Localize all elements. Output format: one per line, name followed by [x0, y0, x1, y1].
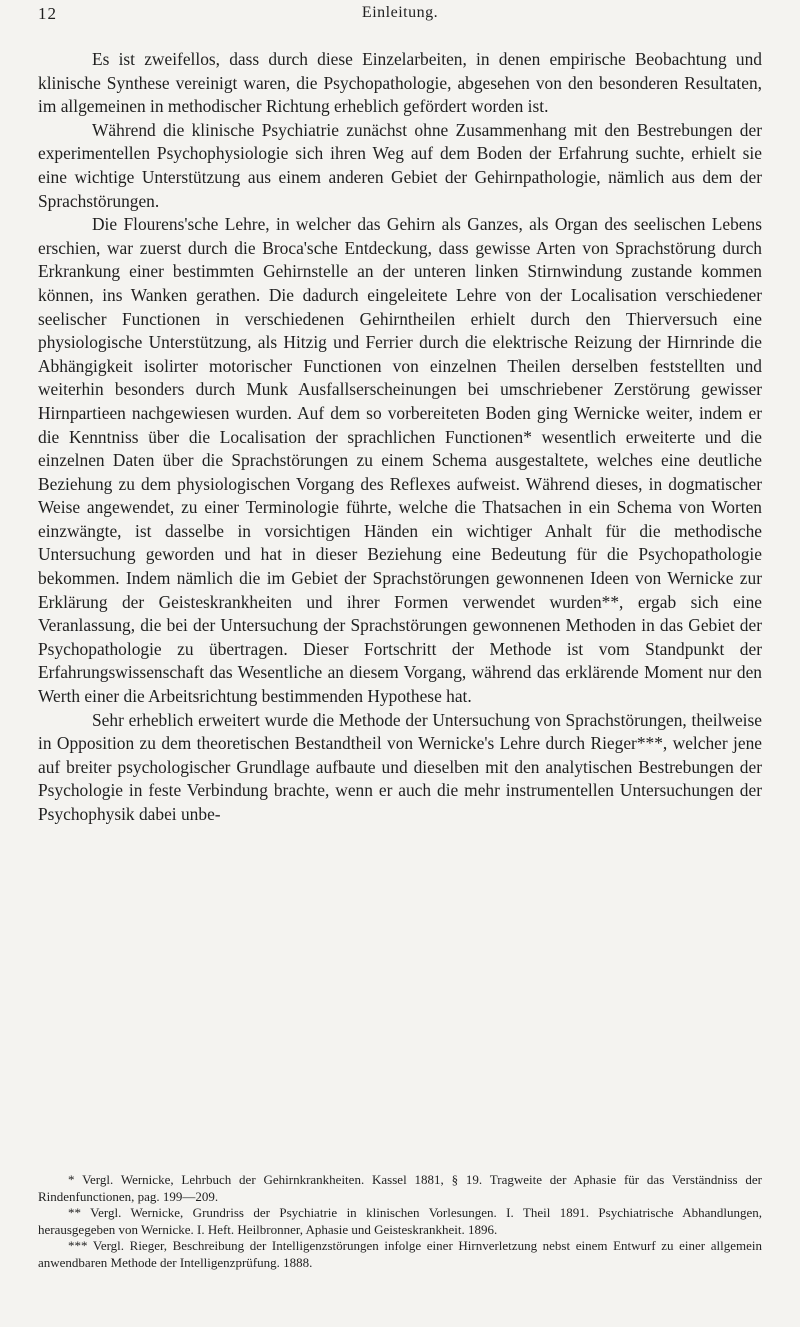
- footnotes: [38, 1172, 762, 1272]
- running-head: Einleitung.: [361, 4, 439, 21]
- paragraph: Die Flourens'sche Lehre, in welcher das Gehirn als Ganzes, als Organ des seelischen Lebens erschien, war zuerst durch die Broca'sche Entdeckung, dass gewisse Arten von Sprachstörung durch Erkrankung einer bestimmten Gehirnstelle an der unteren linken Stirnwindung zustande kommen können, ins Wanken gerathen. Die dadurch eingeleitete Lehre von der Localisation verschiedener seelischer Functionen in verschiedenen Gehirntheilen erhielt durch den Thierversuch eine physiologische Unterstützung, als Hitzig und Ferrier durch die elektrische Reizung der Hirnrinde die Abhängigkeit isolirter motorischer Functionen von einzelnen Theilen derselben feststellten und weiterhin besonders durch Munk Ausfallserscheinungen bei umschriebener Zerstörung gewisser Hirnpartieen nachgewiesen wurden. Auf dem so vorbereiteten Boden ging Wernicke weiter, indem er die Kenntniss über die Localisation der sprachlichen Functionen* wesentlich erweiterte und die einzelnen Daten über die Sprachstörungen zu einem Schema ausgestaltete, welches eine deutliche Beziehung zu dem physiologischen Vorgang des Reflexes aufweist. Während dieses, in dogmatischer Weise angewendet, zu einer Terminologie führte, welche die Thatsachen in ein Schema von Worten einzwängte, ist dasselbe in vorsichtigen Händen ein wichtiger Anhalt für die methodische Untersuchung geworden und hat in dieser Beziehung eine Bedeutung für die Psychopathologie bekommen. Indem nämlich die im Gebiet der Sprachstörungen gewonnenen Ideen von Wernicke zur Erklärung der Geisteskrankheiten und ihrer Formen verwendet wurden**, ergab sich eine Veranlassung, die bei der Untersuchung der Sprachstörungen gewonnenen Methoden in das Gebiet der Psychopathologie zu übertragen. Dieser Fortschritt der Methode ist vom Standpunkt der Erfahrungswissenschaft das Wesentliche an diesem Vorgang, während das erklärende Moment nur den Werth einer die Arbeitsrichtung bestimmenden Hypothese hat.: [38, 214, 762, 707]
- page-number: 12: [38, 4, 57, 23]
- body-text: [38, 48, 762, 827]
- paragraph: Sehr erheblich erweitert wurde die Methode der Untersuchung von Sprachstörungen, theilweise in Opposition zu dem theoretischen Bestandtheil von Wernicke's Lehre durch Rieger***, welcher jene auf breiter psychologischer Grundlage aufbaute und dieselben mit den analytischen Bestrebungen der Psychologie in feste Verbindung brachte, wenn er auch die mehr instrumentellen Untersuchungen der Psychophysik dabei unbe-: [38, 709, 762, 824]
- footnote: *** Vergl. Rieger, Beschreibung der Intelligenzstörungen infolge einer Hirnverletzung nebst einem Entwurf zu einer allgemein anwendbaren Methode der Intelligenzprüfung. 1888.: [38, 1238, 762, 1270]
- paragraph: Es ist zweifellos, dass durch diese Einzelarbeiten, in denen empirische Beobachtung und klinische Synthese vereinigt waren, die Psychopathologie, abgesehen von den besonderen Resultaten, im allgemeinen in methodischer Richtung erheblich gefördert worden ist.: [38, 49, 762, 117]
- page-header: [38, 4, 762, 28]
- paragraph: Während die klinische Psychiatrie zunächst ohne Zusammenhang mit den Bestrebungen der experimentellen Psychophysiologie sich ihren Weg auf dem Boden der Erfahrung suchte, erhielt sie eine wichtige Unterstützung aus einem anderen Gebiet der Gehirnpathologie, nämlich aus dem der Sprachstörungen.: [38, 119, 762, 211]
- footnote: ** Vergl. Wernicke, Grundriss der Psychiatrie in klinischen Vorlesungen. I. Theil 1891. Psychiatrische Abhandlungen, herausgegeben von Wernicke. I. Heft. Heilbronner, Aphasie und Geisteskrankheit. 1896.: [38, 1205, 762, 1237]
- footnote: * Vergl. Wernicke, Lehrbuch der Gehirnkrankheiten. Kassel 1881, § 19. Tragweite der Aphasie für das Verständniss der Rindenfunctionen, pag. 199—209.: [38, 1172, 762, 1204]
